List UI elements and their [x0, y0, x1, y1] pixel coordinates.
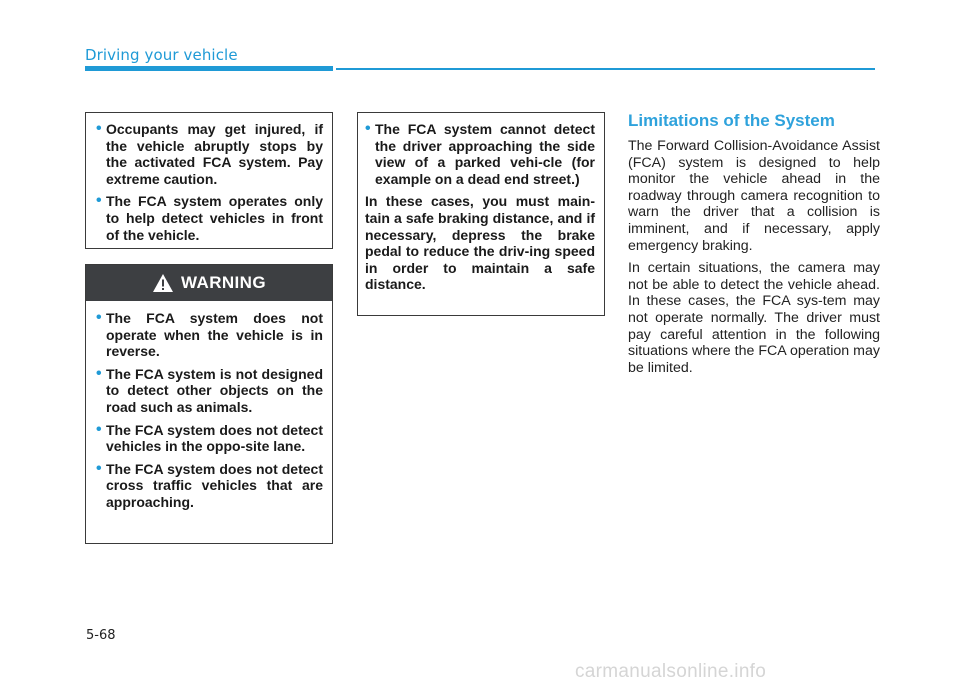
list-item: • The FCA system is not designed to detect other objects on the road such as animals. [96, 366, 323, 416]
watermark: carmanualsonline.info [575, 661, 767, 682]
caution-box [85, 112, 333, 249]
warning-box [85, 264, 333, 544]
list-item: • The FCA system does not detect vehicles in the oppo-site lane. [96, 422, 323, 455]
continued-warning-box [357, 112, 605, 316]
limitations-paragraph: In certain situations, the camera may not be able to detect the vehicle ahead. In these cases, the FCA sys-tem may not operate normally. The driver must pay careful attention in the following situations where the FCA operation may be limited. [628, 260, 880, 376]
warning-triangle-icon [152, 273, 174, 293]
list-item: • The FCA system operates only to help detect vehicles in front of the vehicle. [96, 193, 323, 243]
limitations-paragraph: The Forward Collision-Avoidance Assist (FCA) system is designed to help monitor the vehicle ahead in the roadway through camera recognition to warn the driver that a collision is imminent, and if necessary, apply emergency braking. [628, 138, 880, 254]
list-item: • Occupants may get injured, if the vehicle abruptly stops by the activated FCA system. Pay extreme caution. [96, 121, 323, 187]
list-item: • The FCA system does not detect cross traffic vehicles that are approaching. [96, 461, 323, 511]
warning-heading: WARNING [181, 273, 266, 292]
caution-list [96, 121, 323, 243]
header-rule-thick [85, 66, 333, 71]
continued-list [365, 121, 595, 187]
limitations-section [628, 111, 880, 382]
list-item: • The FCA system cannot detect the driver approaching the side view of a parked vehi-cle (for example on a dead end street.) [365, 121, 595, 187]
warning-paragraph: In these cases, you must main-tain a safe braking distance, and if necessary, depress the brake pedal to reduce the driv-ing speed in order to maintain a safe distance. [365, 193, 595, 293]
section-header: Driving your vehicle [85, 46, 238, 64]
header-rule-thin [336, 68, 875, 70]
warning-list [96, 310, 323, 511]
warning-header [86, 265, 332, 301]
list-item: • The FCA system does not operate when the vehicle is in reverse. [96, 310, 323, 360]
limitations-title: Limitations of the System [628, 111, 835, 130]
page-number: 5-68 [86, 628, 116, 643]
